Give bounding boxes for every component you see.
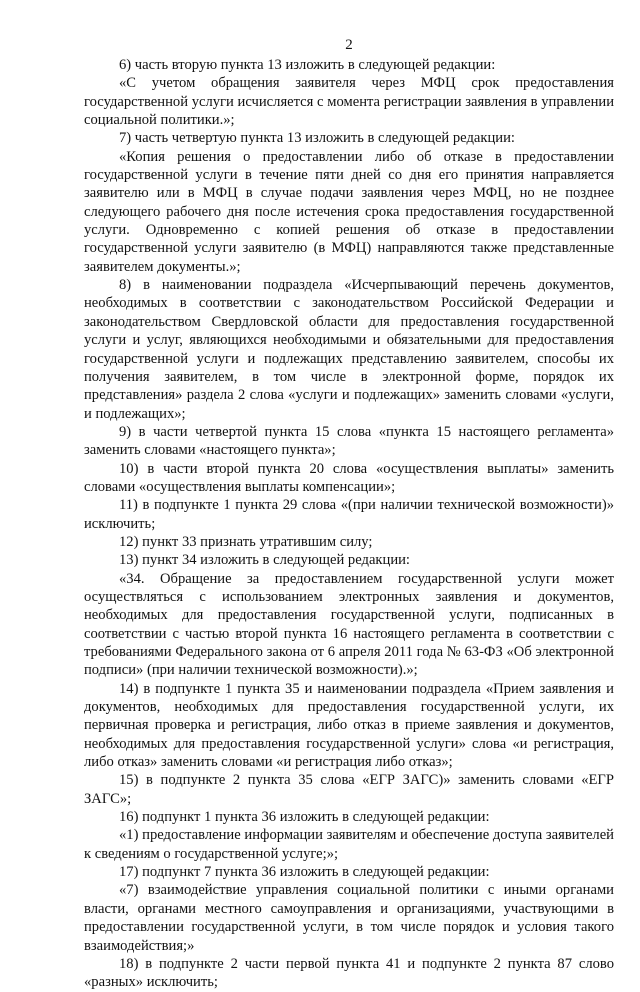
paragraph-item-8: 8) в наименовании подраздела «Исчерпывающий перечень документов, необходимых в соответствии с законодательством Российской Федерации и законодательством Свердловской области для предоставления государственной услуги и услуг, являющихся необходимыми и обязательными для предоставления государственной услуги и подлежащих представлению заявителем, способы их получения заявителем, в том числе в электронной форме, порядок их представления» раздела 2 слова «услуги и подлежащих» заменить словами «услуги, и подлежащих»; xyxy=(84,277,614,422)
paragraph-item-16: 16) подпункт 1 пункта 36 изложить в следующей редакции: xyxy=(119,809,490,826)
paragraph-item-10: 10) в части второй пункта 20 слова «осуществления выплаты» заменить словами «осуществления выплаты компенсации»; xyxy=(84,460,614,495)
paragraph-item-6: 6) часть вторую пункта 13 изложить в следующей редакции: xyxy=(119,57,496,73)
paragraph-item-15: 15) в подпункте 2 пункта 35 слова «ЕГР ЗАГС)» заменить словами «ЕГР ЗАГС»; xyxy=(84,772,614,807)
paragraph-item-18: 18) в подпункте 2 части первой пункта 41 и подпункте 2 пункта 87 слово «разных» исключить; xyxy=(84,955,614,991)
document-body xyxy=(84,56,614,992)
paragraph-quote-6: «С учетом обращения заявителя через МФЦ срок предоставления государственной услуги исчисляется с момента регистрации заявления в управлении социальной политики.»; xyxy=(84,75,614,129)
paragraph-quote-17: «7) взаимодействие управления социальной политики с иными органами власти, органами местного самоуправления и организациями, участвующими в предоставлении государственной услуги, в том числе порядок и условия такого взаимодействия;» xyxy=(84,882,614,954)
paragraph-item-7: 7) часть четвертую пункта 13 изложить в следующей редакции: xyxy=(119,130,515,147)
paragraph-item-9: 9) в части четвертой пункта 15 слова «пункта 15 настоящего регламента» заменить словами «настоящего пункта»; xyxy=(84,423,614,459)
paragraph-item-17: 17) подпункт 7 пункта 36 изложить в следующей редакции: xyxy=(119,864,490,881)
paragraph-item-14: 14) в подпункте 1 пункта 35 и наименовании подраздела «Прием заявления и документов, необходимых для предоставления государственной услуги, их первичная проверка и регистрация, либо отказ в приеме заявления и документов, необходимых для предоставления государственной услуги» слова «и регистрация, либо отказ» заменить словами «и регистрация либо отказ»; xyxy=(84,680,614,771)
paragraph-item-11: 11) в подпункте 1 пункта 29 слова «(при наличии технической возможности)» исключить; xyxy=(84,497,614,532)
paragraph-quote-13: «34. Обращение за предоставлением государственной услуги может осуществляться с использованием электронных заявления и документов, необходимых для предоставления государственной услуги, подписанных в соответствии с частью второй пункта 16 настоящего регламента в соответствии с требованиями Федерального закона от 6 апреля 2011 года № 63-ФЗ «Об электронной подписи» (при наличии технической возможности).»; xyxy=(84,570,614,679)
page-number: 2 xyxy=(345,37,353,53)
paragraph-quote-16: «1) предоставление информации заявителям и обеспечение доступа заявителей к сведениям о государственной услуге;»; xyxy=(84,827,614,862)
paragraph-quote-7: «Копия решения о предоставлении либо об отказе в предоставлении государственной услуги в течение пяти дней со дня его принятия направляется заявителю или в МФЦ в случае подачи заявления через МФЦ, но не позднее следующего рабочего дня после истечения срока предоставления государственной услуги. Одновременно с копией решения об отказе в предоставлении государственной услуги заявителю (в МФЦ) направляются также представленные заявителем документы.»; xyxy=(84,148,614,275)
paragraph-item-12: 12) пункт 33 признать утратившим силу; xyxy=(119,533,373,550)
paragraph-item-13: 13) пункт 34 изложить в следующей редакции: xyxy=(119,552,410,569)
